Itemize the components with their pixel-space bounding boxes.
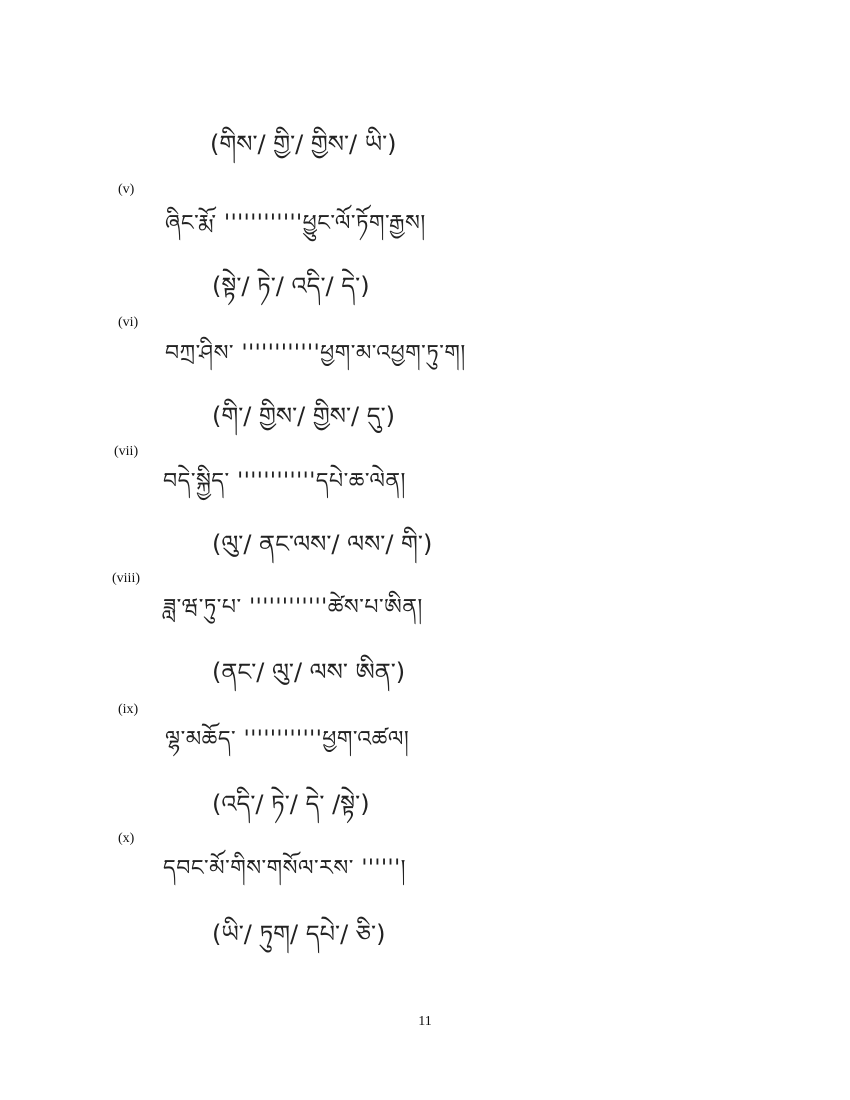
options-line-ix: (འདི་/ ཏེ་/ དེ་ /སྟེ་) <box>212 790 370 818</box>
question-sentence-v: ཞིང་རྨོ་ ''''''''''''ཕྱུང་ལོ་ཏོག་རྒྱས། <box>165 211 426 236</box>
question-sentence-viii: ཟླ་ཝ་ཏུ་པ་ ''''''''''''ཚེས་པ་ཨིན། <box>163 595 423 620</box>
question-number-ix: (ix) <box>118 702 139 717</box>
question-number-x: (x) <box>118 831 135 846</box>
question-number-v: (v) <box>118 182 135 197</box>
question-sentence-vi: བཀྲ་ཤིས་ ''''''''''''ཕྱག་མ་འཕྱག་ཏུ་ག། <box>165 341 466 366</box>
options-line-iv: (གིས་/ གྱི་/ གྱིས་/ ཡི་) <box>210 130 397 158</box>
options-line-vi: (གི་/ གྱིས་/ གྱིས་/ དུ་) <box>212 402 396 430</box>
options-line-x: (ཡི་/ ཏུག/ དཔེ་/ ཅི་) <box>212 920 386 948</box>
question-sentence-ix: ལྷ་མཆོད་ ''''''''''''ཕྱག་འཚལ། <box>165 727 410 752</box>
question-number-vi: (vi) <box>118 315 139 330</box>
question-number-viii: (viii) <box>112 571 140 586</box>
question-number-vii: (vii) <box>114 444 139 459</box>
options-line-vii: (ལུ་/ ནང་ལས་/ ལས་/ གི་) <box>212 530 433 558</box>
options-line-viii: (ནང་/ ལུ་/ ལས་ ཨིན་) <box>212 658 406 686</box>
question-sentence-vii: བདེ་སྐྱིད་ ''''''''''''དཔེ་ཆ་ལེན། <box>163 469 406 494</box>
options-line-v: (སྟེ་/ ཏེ་/ འདི་/ དེ་) <box>212 272 370 300</box>
question-sentence-x: དབང་མོ་གིས་གསོལ་རས་ ''''''། <box>163 856 407 881</box>
page-number: 11 <box>418 1014 432 1029</box>
